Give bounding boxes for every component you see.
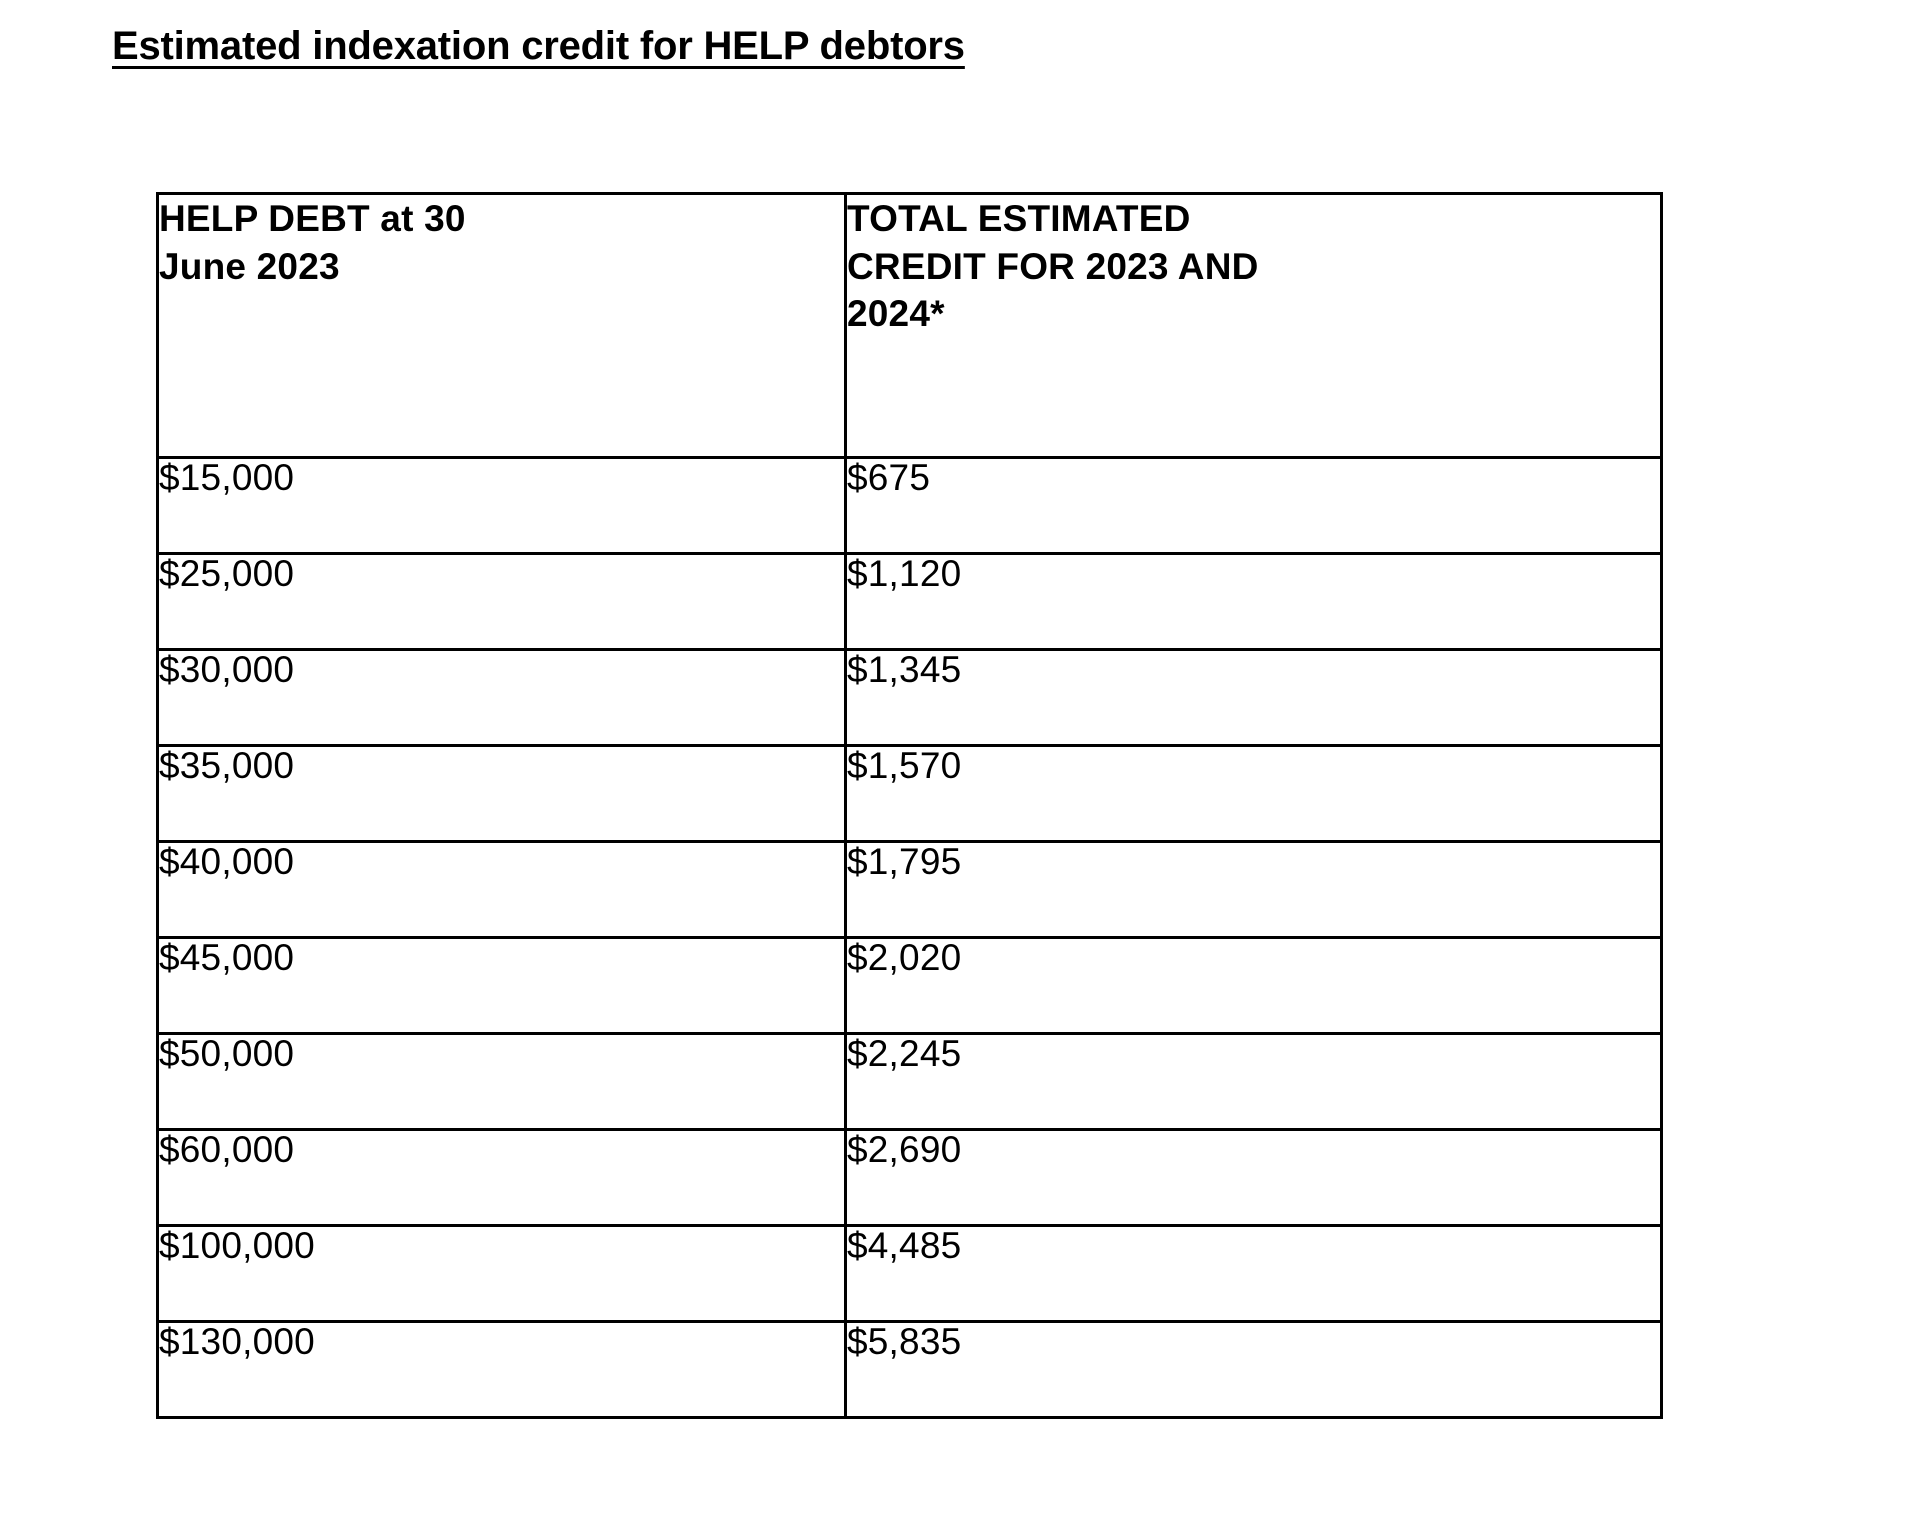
- table-row: [158, 650, 1662, 746]
- cell-help-debt: $100,000: [158, 1226, 846, 1322]
- cell-total-credit: $1,345: [846, 650, 1662, 746]
- column-header-help-debt: [158, 194, 846, 458]
- table-row: [158, 842, 1662, 938]
- table-row: [158, 554, 1662, 650]
- cell-help-debt: $15,000: [158, 458, 846, 554]
- cell-total-credit: $2,690: [846, 1130, 1662, 1226]
- cell-total-credit: $2,020: [846, 938, 1662, 1034]
- column-header-help-debt-line-1: HELP DEBT at 30: [159, 198, 466, 239]
- table-body: [158, 458, 1662, 1418]
- table-row: [158, 1034, 1662, 1130]
- column-header-total-estimated-credit-line-2: CREDIT FOR 2023 AND: [847, 245, 1259, 287]
- table-row: [158, 938, 1662, 1034]
- indexation-credit-table-container: [156, 192, 1660, 1419]
- cell-total-credit: $4,485: [846, 1226, 1662, 1322]
- cell-help-debt: $35,000: [158, 746, 846, 842]
- indexation-credit-table: [156, 192, 1663, 1419]
- cell-help-debt: $130,000: [158, 1322, 846, 1418]
- cell-help-debt: $50,000: [158, 1034, 846, 1130]
- table-row: [158, 1130, 1662, 1226]
- table-row: [158, 1322, 1662, 1418]
- column-header-total-estimated-credit-line-3: 2024*: [847, 293, 945, 335]
- page-title: Estimated indexation credit for HELP debtors: [112, 24, 965, 68]
- cell-help-debt: $60,000: [158, 1130, 846, 1226]
- table-row: [158, 746, 1662, 842]
- column-header-help-debt-line-2: June 2023: [159, 245, 340, 287]
- cell-help-debt: $30,000: [158, 650, 846, 746]
- cell-total-credit: $5,835: [846, 1322, 1662, 1418]
- cell-help-debt: $45,000: [158, 938, 846, 1034]
- table-header: [158, 194, 1662, 458]
- column-header-total-estimated-credit-line-1: TOTAL ESTIMATED: [847, 198, 1191, 239]
- cell-total-credit: $2,245: [846, 1034, 1662, 1130]
- table-header-row: [158, 194, 1662, 458]
- cell-total-credit: $1,795: [846, 842, 1662, 938]
- cell-help-debt: $25,000: [158, 554, 846, 650]
- table-row: [158, 458, 1662, 554]
- cell-help-debt: $40,000: [158, 842, 846, 938]
- cell-total-credit: $1,120: [846, 554, 1662, 650]
- column-header-total-estimated-credit: [846, 194, 1662, 458]
- cell-total-credit: $675: [846, 458, 1662, 554]
- cell-total-credit: $1,570: [846, 746, 1662, 842]
- table-row: [158, 1226, 1662, 1322]
